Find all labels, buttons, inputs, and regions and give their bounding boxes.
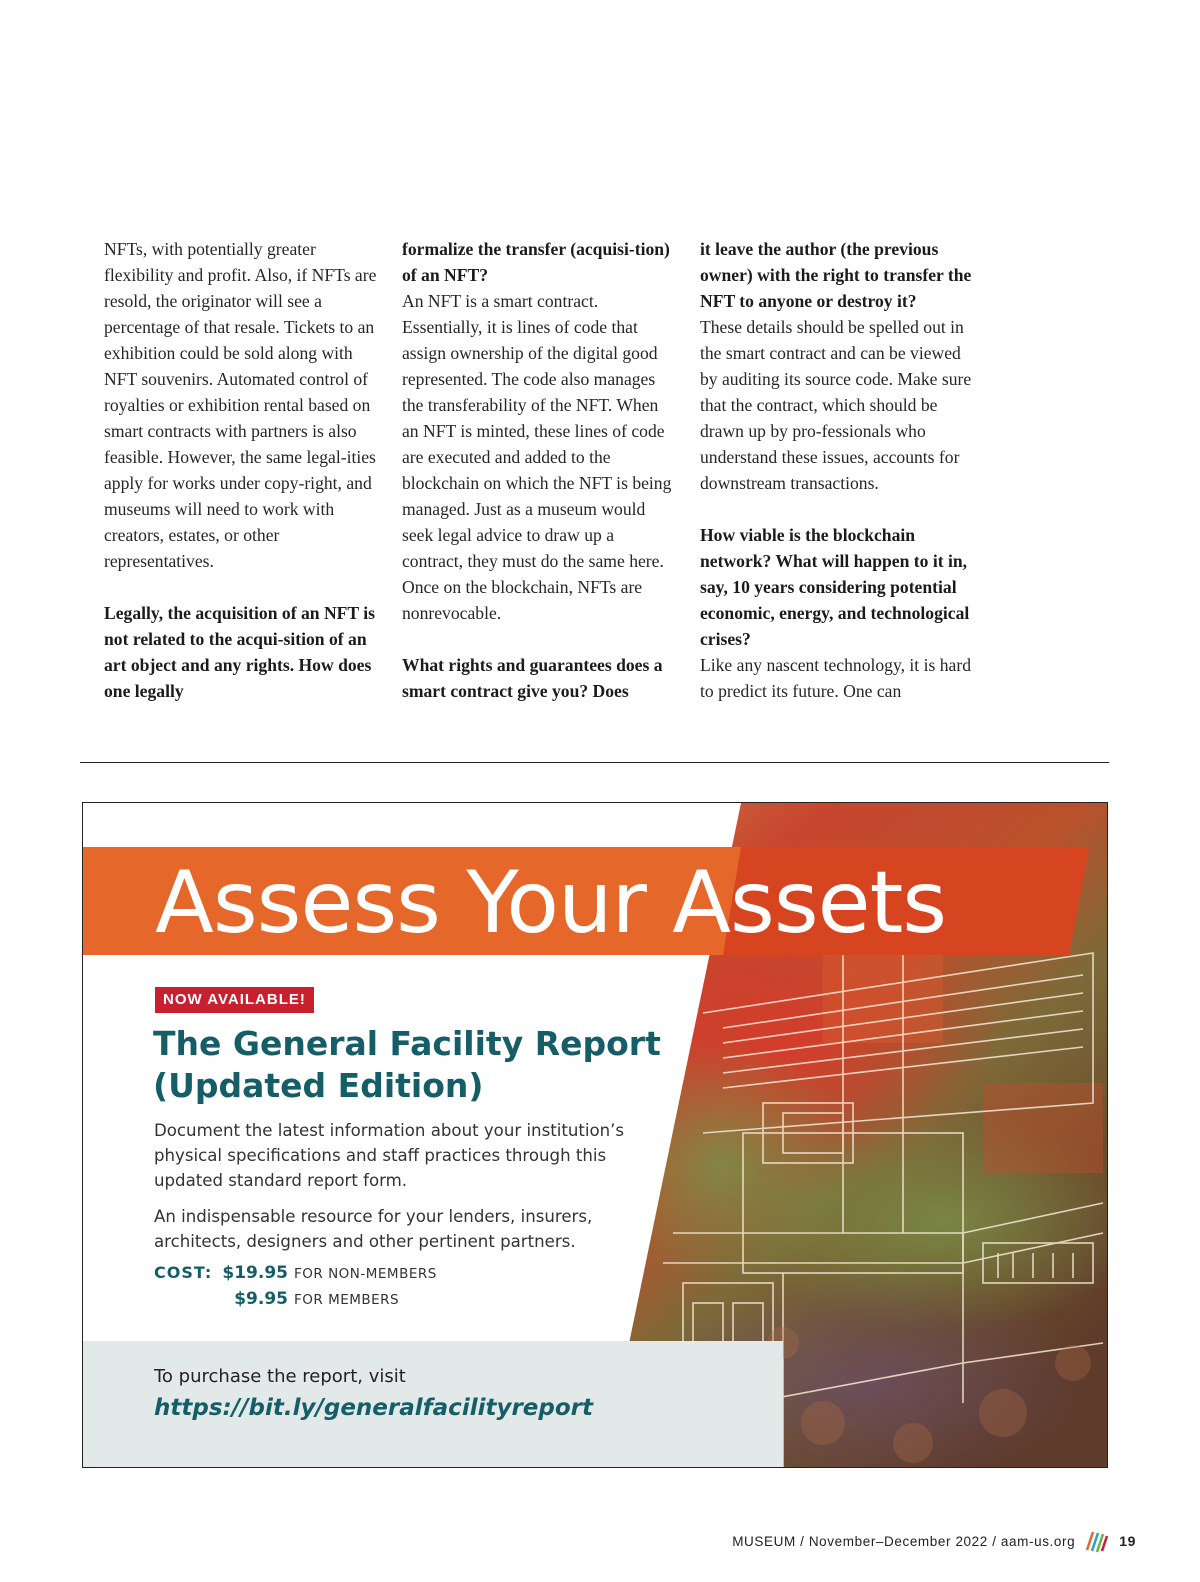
cost-row-member	[154, 1289, 437, 1315]
page-number: 19	[1119, 1533, 1136, 1549]
cost-row-nonmember	[154, 1263, 437, 1289]
now-available-badge: NOW AVAILABLE!	[155, 987, 314, 1013]
purchase-link[interactable]: https://bit.ly/generalfacilityreport	[154, 1395, 593, 1421]
cost-block	[154, 1263, 437, 1315]
advertisement[interactable]	[82, 802, 1108, 1468]
page-footer	[732, 1528, 1136, 1554]
ad-title: The General Facility Report (Updated Edition)	[153, 1024, 661, 1105]
footer-text: MUSEUM / November–December 2022 / aam-us.org	[732, 1533, 1076, 1549]
section-divider	[80, 762, 1109, 763]
article-paragraph: An NFT is a smart contract. Essentially, it is lines of code that assign ownership of the digital good represented. The code also manages the transferability of the NFT. When an NFT is minted, these lines of code are executed and added to the blockchain on which the NFT is being managed. Just as a museum would seek legal advice to draw up a contract, they must do the same here. Once on the blockchain, NFTs are nonrevocable.	[402, 291, 672, 623]
article-question: How viable is the blockchain network? What will happen to it in, say, 10 years considering potential economic, energy, and technological crises?	[700, 525, 970, 649]
ad-headline: Assess Your Assets	[155, 853, 947, 953]
article-paragraph: Like any nascent technology, it is hard to predict its future. One can	[700, 655, 971, 701]
article-column-1	[104, 236, 379, 704]
article-question: it leave the author (the previous owner) with the right to transfer the NFT to anyone or destroy it?	[700, 239, 972, 311]
price-note-member: FOR MEMBERS	[294, 1292, 400, 1308]
purchase-text: To purchase the report, visit	[154, 1366, 406, 1387]
price-nonmember: $19.95	[222, 1263, 288, 1283]
ad-description: Document the latest information about your institution’s physical specifications and staff practices through this updated standard report form.	[154, 1121, 625, 1190]
article-paragraph: These details should be spelled out in the smart contract and can be viewed by auditing its source code. Make sure that the contract, which should be drawn up by pro-fessionals who understand these issues, accounts for downstream transactions.	[700, 317, 972, 493]
cost-label: COST:	[154, 1263, 213, 1282]
article-question: What rights and guarantees does a smart contract give you? Does	[402, 655, 663, 701]
price-note-nonmember: FOR NON-MEMBERS	[294, 1266, 437, 1282]
price-member: $9.95	[234, 1289, 288, 1309]
article-question: Legally, the acquisition of an NFT is not related to the acqui-sition of an art object and any rights. How does one legally	[104, 603, 375, 701]
article-column-3	[700, 236, 975, 704]
article-paragraph: NFTs, with potentially greater flexibility and profit. Also, if NFTs are resold, the originator will see a percentage of that resale. Tickets to an exhibition could be sold along with NFT souvenirs. Automated control of royalties or exhibition rental based on smart contracts with partners is also feasible. However, the same legal-ities apply for works under copy-right, and museums will need to work with creators, estates, or other representatives.	[104, 239, 377, 571]
article-question: formalize the transfer (acquisi-tion) of an NFT?	[402, 239, 670, 285]
ad-description-2: An indispensable resource for your lenders, insurers, architects, designers and other pertinent partners.	[154, 1207, 593, 1251]
article-column-2	[402, 236, 677, 704]
aam-stripes-logo-icon	[1083, 1528, 1109, 1554]
